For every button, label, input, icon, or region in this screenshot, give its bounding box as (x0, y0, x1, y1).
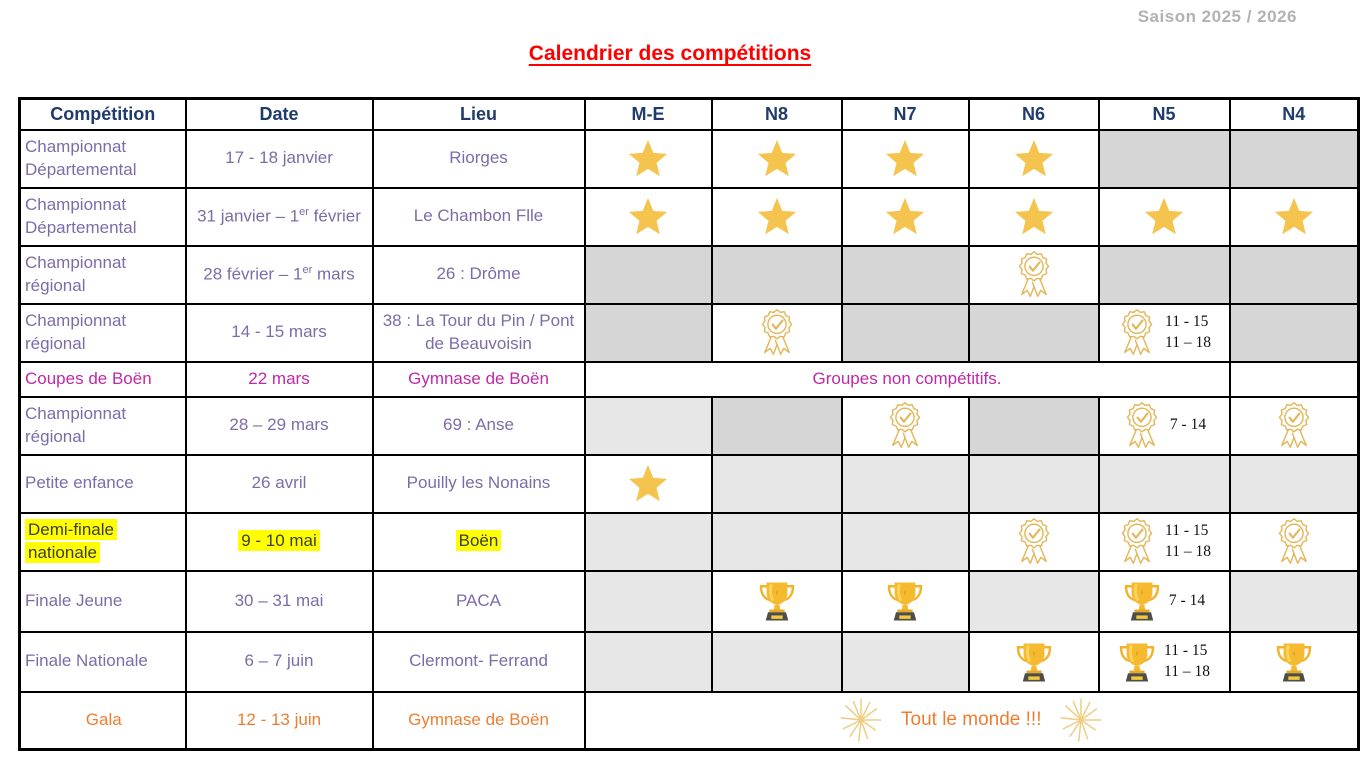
trophy-icon (1118, 641, 1156, 683)
cell-date: 22 mars (186, 362, 373, 397)
table-row (20, 362, 1359, 397)
date-superscript: er (299, 206, 309, 219)
cell-n7 (842, 455, 969, 513)
col-header-n5: N5 (1099, 99, 1230, 130)
medal-icon (1014, 517, 1054, 566)
col-header-n4: N4 (1230, 99, 1359, 130)
cell-n5 (1099, 397, 1230, 455)
competition-calendar-table (18, 97, 1360, 751)
cell-n5 (1099, 130, 1230, 188)
cell-competition: Petite enfance (20, 455, 186, 513)
cell-n5 (1099, 455, 1230, 513)
col-header-date: Date (186, 99, 373, 130)
medal-icon (1122, 401, 1162, 450)
star-icon (755, 139, 799, 179)
star-icon (626, 197, 670, 237)
cell-n7 (842, 188, 969, 246)
table-row (20, 513, 1359, 571)
cell-lieu (373, 513, 585, 571)
cell-lieu: Riorges (373, 130, 585, 188)
page-title: Calendrier des compétitions (528, 42, 812, 65)
cell-n7 (842, 513, 969, 571)
star-icon (626, 464, 670, 504)
cell-n8 (712, 130, 842, 188)
col-header-n8: N8 (712, 99, 842, 130)
cell-n6 (969, 130, 1099, 188)
trophy-icon (1015, 641, 1053, 683)
age-range-label: 7 - 14 (1169, 416, 1207, 434)
cell-competition: Championnat régional (20, 246, 186, 304)
medal-icon (1274, 517, 1314, 566)
trophy-icon (758, 580, 796, 622)
cell-n6 (969, 513, 1099, 571)
cell-n8 (712, 304, 842, 362)
cell-n4 (1230, 130, 1359, 188)
cell-me (585, 304, 712, 362)
table-row (20, 130, 1359, 188)
cell-date: 28 – 29 mars (186, 397, 373, 455)
medal-icon (1117, 308, 1157, 357)
cell-n6 (969, 246, 1099, 304)
cell-me (585, 130, 712, 188)
cell-n7 (842, 571, 969, 632)
star-icon (1012, 197, 1056, 237)
table-row (20, 397, 1359, 455)
cell-lieu: Pouilly les Nonains (373, 455, 585, 513)
highlighted-text: 9 - 10 mai (238, 530, 320, 551)
trophy-icon (1275, 641, 1313, 683)
cell-competition: Championnat Départemental (20, 188, 186, 246)
cell-competition: Championnat régional (20, 304, 186, 362)
cell-n8 (712, 571, 842, 632)
cell-competition: Finale Nationale (20, 632, 186, 692)
cell-date: 26 avril (186, 455, 373, 513)
cell-n6 (969, 304, 1099, 362)
cell-n8 (712, 632, 842, 692)
cell-n6 (969, 455, 1099, 513)
medal-icon (1117, 517, 1157, 566)
table-row (20, 304, 1359, 362)
cell-lieu: Gymnase de Boën (373, 362, 585, 397)
table-row (20, 692, 1359, 750)
cell-date (186, 513, 373, 571)
cell-date: 28 février – 1er mars (186, 246, 373, 304)
star-icon (883, 139, 927, 179)
cell-n8 (712, 188, 842, 246)
star-icon (755, 197, 799, 237)
table-row (20, 455, 1359, 513)
cell-n7 (842, 397, 969, 455)
cell-competition: Gala (20, 692, 186, 750)
cell-n4 (1230, 246, 1359, 304)
medal-icon (1014, 250, 1054, 299)
table-row (20, 571, 1359, 632)
cell-competition: Finale Jeune (20, 571, 186, 632)
star-icon (1142, 197, 1186, 237)
cell-n6 (969, 571, 1099, 632)
cell-lieu: Clermont- Ferrand (373, 632, 585, 692)
trophy-icon (1123, 580, 1161, 622)
cell-date: 6 – 7 juin (186, 632, 373, 692)
col-header-competition: Compétition (20, 99, 186, 130)
cell-n6 (969, 397, 1099, 455)
cell-competition: Coupes de Boën (20, 362, 186, 397)
cell-date: 30 – 31 mai (186, 571, 373, 632)
col-header-n6: N6 (969, 99, 1099, 130)
age-range-label: 7 - 14 (1168, 591, 1206, 609)
cell-lieu: 69 : Anse (373, 397, 585, 455)
cell-date: 31 janvier – 1er février (186, 188, 373, 246)
fireworks-icon (837, 696, 885, 744)
cell-groupes-non-competitifs: Groupes non compétitifs. (585, 362, 1230, 397)
table-row (20, 632, 1359, 692)
highlighted-text: Demi-finale nationale (25, 519, 117, 562)
cell-me (585, 246, 712, 304)
cell-me (585, 571, 712, 632)
medal-icon (757, 308, 797, 357)
col-header-n7: N7 (842, 99, 969, 130)
cell-n4 (1230, 513, 1359, 571)
cell-me (585, 632, 712, 692)
star-icon (1012, 139, 1056, 179)
cell-n5 (1099, 188, 1230, 246)
date-superscript: er (302, 264, 313, 277)
cell-lieu: 26 : Drôme (373, 246, 585, 304)
cell-date: 12 - 13 juin (186, 692, 373, 750)
cell-competition: Championnat régional (20, 397, 186, 455)
medal-icon (885, 401, 925, 450)
highlighted-text: Boën (456, 530, 502, 551)
cell-n8 (712, 455, 842, 513)
cell-n4 (1230, 188, 1359, 246)
age-range-label: 11 - 15 11 – 18 (1164, 641, 1210, 680)
col-header-lieu: Lieu (373, 99, 585, 130)
cell-n5 (1099, 246, 1230, 304)
trophy-icon (886, 580, 924, 622)
cell-competition (20, 513, 186, 571)
cell-n7 (842, 130, 969, 188)
cell-n5 (1099, 632, 1230, 692)
cell-me (585, 455, 712, 513)
cell-n4 (1230, 362, 1359, 397)
cell-lieu: PACA (373, 571, 585, 632)
star-icon (883, 197, 927, 237)
star-icon (1272, 197, 1316, 237)
table-row (20, 246, 1359, 304)
cell-n4 (1230, 571, 1359, 632)
cell-n8 (712, 246, 842, 304)
cell-lieu: 38 : La Tour du Pin / Pont de Beauvoisin (373, 304, 585, 362)
star-icon (626, 139, 670, 179)
cell-me (585, 397, 712, 455)
cell-n7 (842, 304, 969, 362)
age-range-label: 11 - 15 11 – 18 (1165, 312, 1211, 351)
cell-lieu: Le Chambon Flle (373, 188, 585, 246)
age-range-label: 11 - 15 11 – 18 (1165, 521, 1211, 560)
cell-n5 (1099, 513, 1230, 571)
cell-n4 (1230, 397, 1359, 455)
cell-n5 (1099, 304, 1230, 362)
cell-competition: Championnat Départemental (20, 130, 186, 188)
fireworks-icon (1057, 696, 1105, 744)
header-row (20, 99, 1359, 130)
cell-lieu: Gymnase de Boën (373, 692, 585, 750)
cell-n5 (1099, 571, 1230, 632)
cell-n7 (842, 246, 969, 304)
cell-date: 14 - 15 mars (186, 304, 373, 362)
cell-n8 (712, 397, 842, 455)
cell-n8 (712, 513, 842, 571)
table-row (20, 188, 1359, 246)
cell-n4 (1230, 455, 1359, 513)
cell-date: 17 - 18 janvier (186, 130, 373, 188)
gala-merged-label: Tout le monde !!! (901, 709, 1042, 731)
season-label: Saison 2025 / 2026 (1137, 7, 1297, 26)
cell-n4 (1230, 632, 1359, 692)
cell-me (585, 513, 712, 571)
cell-n4 (1230, 304, 1359, 362)
medal-icon (1274, 401, 1314, 450)
col-header-me: M-E (585, 99, 712, 130)
cell-n7 (842, 632, 969, 692)
cell-tout-le-monde (585, 692, 1359, 750)
cell-n6 (969, 188, 1099, 246)
cell-me (585, 188, 712, 246)
cell-n6 (969, 632, 1099, 692)
